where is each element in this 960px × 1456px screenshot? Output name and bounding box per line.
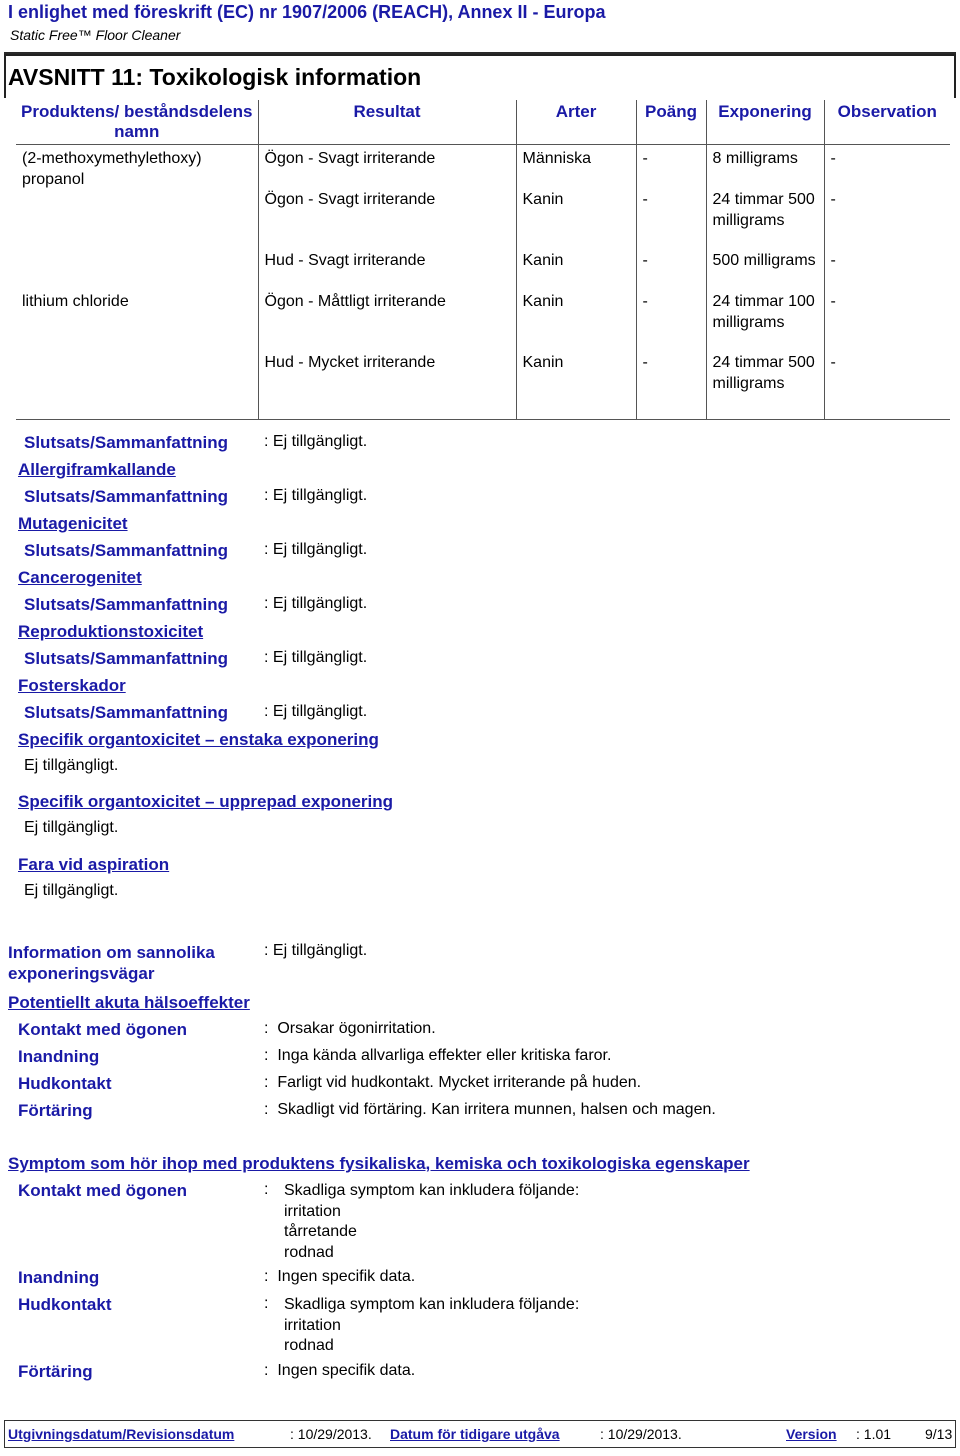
cell-observation: - (830, 293, 836, 310)
cell-species: Kanin (516, 353, 636, 420)
conclusion-value: : Ej tillgängligt. (264, 541, 368, 558)
acute-value: : Inga kända allvarliga effekter eller kritiska faror. (264, 1047, 612, 1064)
heading-stot-single: Specifik organtoxicitet – enstaka exponering (18, 730, 379, 749)
acute-label: Hudkontakt (18, 1074, 112, 1093)
conclusion-label: Slutsats/Sammanfattning (24, 703, 229, 722)
conclusion-value: : Ej tillgängligt. (264, 487, 368, 504)
cell-exposure: 8 milligrams (706, 145, 824, 191)
table-row (16, 251, 950, 292)
section-title: AVSNITT 11: Toxikologisk information (8, 64, 422, 90)
stot-single-value: Ej tillgängligt. (24, 757, 119, 774)
acute-label: Förtäring (18, 1101, 93, 1120)
cell-score: - (636, 190, 706, 251)
cell-exposure: 24 timmar 500 milligrams (706, 190, 824, 251)
conclusion-value: : Ej tillgängligt. (264, 433, 368, 450)
symptom-line: Skadliga symptom kan inkludera följande: (284, 1182, 580, 1199)
cell-name (16, 353, 258, 420)
heading-exposure-routes: Information om sannolika exponeringsvägar (8, 943, 215, 983)
cell-species: Människa (516, 145, 636, 191)
cell-result: Ögon - Svagt irriterande (258, 190, 516, 251)
symptom-value: : Ingen specifik data. (264, 1268, 416, 1285)
cell-score: - (636, 145, 706, 191)
cell-result: Ögon - Svagt irriterande (258, 145, 516, 191)
header-observation: Observation (824, 100, 950, 145)
acute-label: Inandning (18, 1047, 100, 1066)
symptom-line: irritation (284, 1316, 341, 1334)
symptom-colon: : (264, 1181, 269, 1198)
cell-result: Ögon - Måttligt irriterande (258, 292, 516, 353)
header-exposure: Exponering (706, 100, 824, 145)
symptom-value: : Ingen specifik data. (264, 1362, 416, 1379)
footer-version-label: Version (786, 1426, 837, 1442)
cell-observation: - (824, 353, 950, 420)
header-species: Arter (516, 100, 636, 145)
table-row (16, 145, 950, 191)
conclusion-label: Slutsats/Sammanfattning (24, 541, 229, 560)
footer-issue-date: : 10/29/2013. (290, 1426, 372, 1442)
cell-exposure: 500 milligrams (706, 251, 824, 292)
heading-allergy: Allergiframkallande (18, 460, 176, 479)
cell-name (16, 251, 258, 292)
toxicity-table (16, 100, 950, 420)
table-row (16, 292, 950, 353)
symptom-line: tårretande (284, 1223, 357, 1240)
conclusion-value: : Ej tillgängligt. (264, 703, 368, 720)
footer-previous-date: : 10/29/2013. (600, 1426, 682, 1442)
exposure-routes-value: : Ej tillgängligt. (264, 942, 368, 959)
footer-page-number: 9/13 (925, 1426, 953, 1442)
table-row (16, 353, 950, 420)
cell-exposure: 24 timmar 100 milligrams (706, 292, 824, 353)
acute-value: : Skadligt vid förtäring. Kan irritera munnen, halsen och magen. (264, 1101, 716, 1118)
product-name: Static Free™ Floor Cleaner (10, 27, 181, 43)
table-row (16, 190, 950, 251)
cell-species: Kanin (516, 251, 636, 292)
symptom-line: irritation (284, 1202, 341, 1220)
footer-issue-label: Utgivningsdatum/Revisionsdatum (8, 1426, 235, 1442)
acute-value: : Farligt vid hudkontakt. Mycket irriterande på huden. (264, 1074, 642, 1091)
cell-score: - (636, 251, 706, 292)
symptom-label: Hudkontakt (18, 1295, 112, 1314)
cell-result: Hud - Mycket irriterande (258, 353, 516, 420)
stot-repeated-value: Ej tillgängligt. (24, 819, 119, 836)
cell-name: (2-methoxymethylethoxy) propanol (16, 145, 258, 191)
cell-observation: - (830, 150, 836, 167)
conclusion-label: Slutsats/Sammanfattning (24, 649, 229, 668)
cell-score: - (636, 292, 706, 353)
acute-label: Kontakt med ögonen (18, 1020, 188, 1039)
header-product-name: Produktens/ beståndsdelens namn (16, 100, 258, 145)
document-header-title: I enlighet med föreskrift (EC) nr 1907/2006 (REACH), Annex II - Europa (8, 2, 606, 22)
conclusion-label: Slutsats/Sammanfattning (24, 487, 229, 506)
cell-score: - (636, 353, 706, 420)
footer-version-value: : 1.01 (856, 1426, 892, 1442)
symptom-line: rodnad (284, 1337, 334, 1354)
cell-species: Kanin (516, 292, 636, 353)
header-result: Resultat (258, 100, 516, 145)
cell-species: Kanin (516, 190, 636, 251)
acute-value: : Orsakar ögonirritation. (264, 1020, 436, 1037)
heading-stot-repeated: Specifik organtoxicitet – upprepad exponering (18, 792, 394, 811)
symptom-line: Skadliga symptom kan inkludera följande: (284, 1296, 580, 1313)
aspiration-value: Ej tillgängligt. (24, 882, 119, 899)
header-score: Poäng (636, 100, 706, 145)
heading-acute-effects: Potentiellt akuta hälsoeffekter (8, 993, 250, 1012)
cell-result: Hud - Svagt irriterande (258, 251, 516, 292)
symptom-lines (284, 1181, 579, 1263)
conclusion-value: : Ej tillgängligt. (264, 595, 368, 612)
cell-exposure: 24 timmar 500 milligrams (706, 353, 824, 420)
heading-symptoms: Symptom som hör ihop med produktens fysikaliska, kemiska och toxikologiska egenskaper (8, 1154, 750, 1173)
heading-mutagenicity: Mutagenicitet (18, 514, 128, 533)
symptom-label: Inandning (18, 1268, 100, 1287)
table-header-row (16, 100, 950, 145)
conclusion-value: : Ej tillgängligt. (264, 649, 368, 666)
heading-carcinogenicity: Cancerogenitet (18, 568, 142, 587)
cell-observation: - (830, 252, 836, 269)
cell-observation: - (830, 191, 836, 208)
symptom-lines (284, 1295, 579, 1357)
heading-fetal-damage: Fosterskador (18, 676, 126, 695)
cell-name: lithium chloride (16, 292, 258, 353)
footer-previous-label: Datum för tidigare utgåva (390, 1426, 560, 1442)
symptom-label: Kontakt med ögonen (18, 1181, 188, 1200)
cell-name (16, 190, 258, 251)
symptom-line: rodnad (284, 1243, 334, 1261)
symptom-colon: : (264, 1295, 269, 1312)
heading-aspiration: Fara vid aspiration (18, 855, 170, 874)
heading-reproductive-toxicity: Reproduktionstoxicitet (18, 622, 204, 641)
conclusion-label: Slutsats/Sammanfattning (24, 433, 229, 452)
conclusion-label: Slutsats/Sammanfattning (24, 595, 229, 614)
symptom-label: Förtäring (18, 1362, 93, 1381)
